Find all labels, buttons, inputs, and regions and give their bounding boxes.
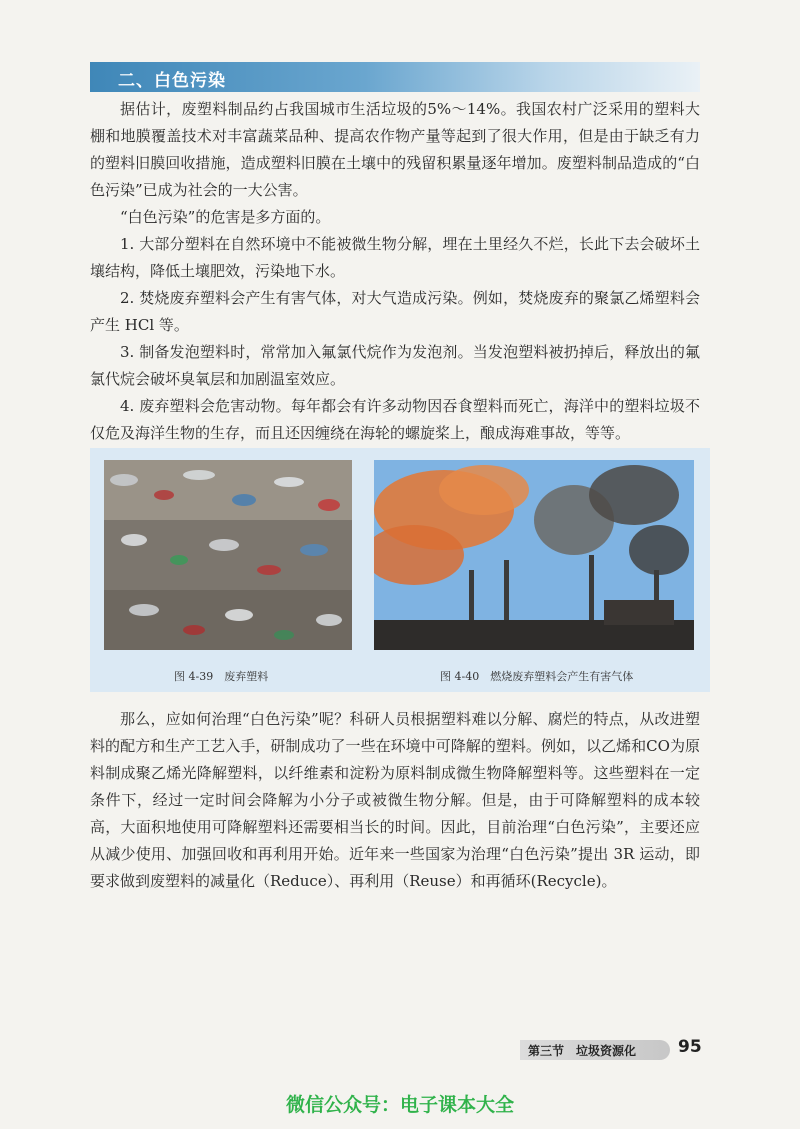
paragraph: 据估计，废塑料制品约占我国城市生活垃圾的5%～14%。我国农村广泛采用的塑料大棚和地膜覆盖技术对丰富蔬菜品种、提高农作物产量等起到了很大作用，但是由于缺乏有力的塑料旧膜回收措施，造成塑料旧膜在土壤中的残留积累量逐年增加。废塑料制品造成的“白色污染”已成为社会的一大公害。 — [90, 100, 700, 199]
paragraph: 2. 焚烧废弃塑料会产生有害气体，对大气造成污染。例如，焚烧废弃的聚氯乙烯塑料会产生 HCl 等。 — [90, 289, 700, 334]
page-number: 95 — [678, 1037, 702, 1057]
plastic-waste-photo — [104, 460, 352, 650]
section-title: 二、白色污染 — [118, 71, 226, 91]
figure-panel — [90, 448, 710, 692]
figure-caption: 图 4-40 燃烧废弃塑料会产生有害气体 — [440, 670, 634, 683]
paragraph: 4. 废弃塑料会危害动物。每年都会有许多动物因吞食塑料而死亡，海洋中的塑料垃圾不仅危及海洋生物的生存，而且还因缠绕在海轮的螺旋桨上，酿成海难事故，等等。 — [90, 397, 700, 442]
smokestack-photo — [374, 460, 694, 650]
paragraph: 3. 制备发泡塑料时，常常加入氟氯代烷作为发泡剂。当发泡塑料被扔掉后，释放出的氟氯代烷会破坏臭氧层和加剧温室效应。 — [90, 343, 700, 388]
chapter-section-tab — [520, 1040, 670, 1060]
intro-text — [90, 96, 700, 447]
section-label: 第三节 垃圾资源化 — [528, 1044, 637, 1058]
body-text — [90, 706, 700, 895]
paragraph: “白色污染”的危害是多方面的。 — [120, 208, 331, 226]
paragraph: 1. 大部分塑料在自然环境中不能被微生物分解，埋在土里经久不烂，长此下去会破坏土壤结构，降低土壤肥效，污染地下水。 — [90, 235, 700, 280]
figure-caption: 图 4-39 废弃塑料 — [174, 670, 269, 683]
section-header — [90, 62, 700, 92]
watermark: 微信公众号：电子课本大全 — [285, 1094, 514, 1116]
paragraph: 那么，应如何治理“白色污染”呢？科研人员根据塑料难以分解、腐烂的特点，从改进塑料的配方和生产工艺入手，研制成功了一些在环境中可降解的塑料。例如，以乙烯和CO为原料制成聚乙烯光降解塑料，以纤维素和淀粉为原料制成微生物降解塑料等。这些塑料在一定条件下，经过一定时间会降解为小分子或被微生物分解。但是，由于可降解塑料的成本较高，大面积地使用可降解塑料还需要相当长的时间。因此，目前治理“白色污染”，主要还应从减少使用、加强回收和再利用开始。近年来一些国家为治理“白色污染”提出 3R 运动，即要求做到废塑料的减量化（Reduce）、再利用（Reuse）和再循环(Recycle)。 — [90, 710, 700, 890]
